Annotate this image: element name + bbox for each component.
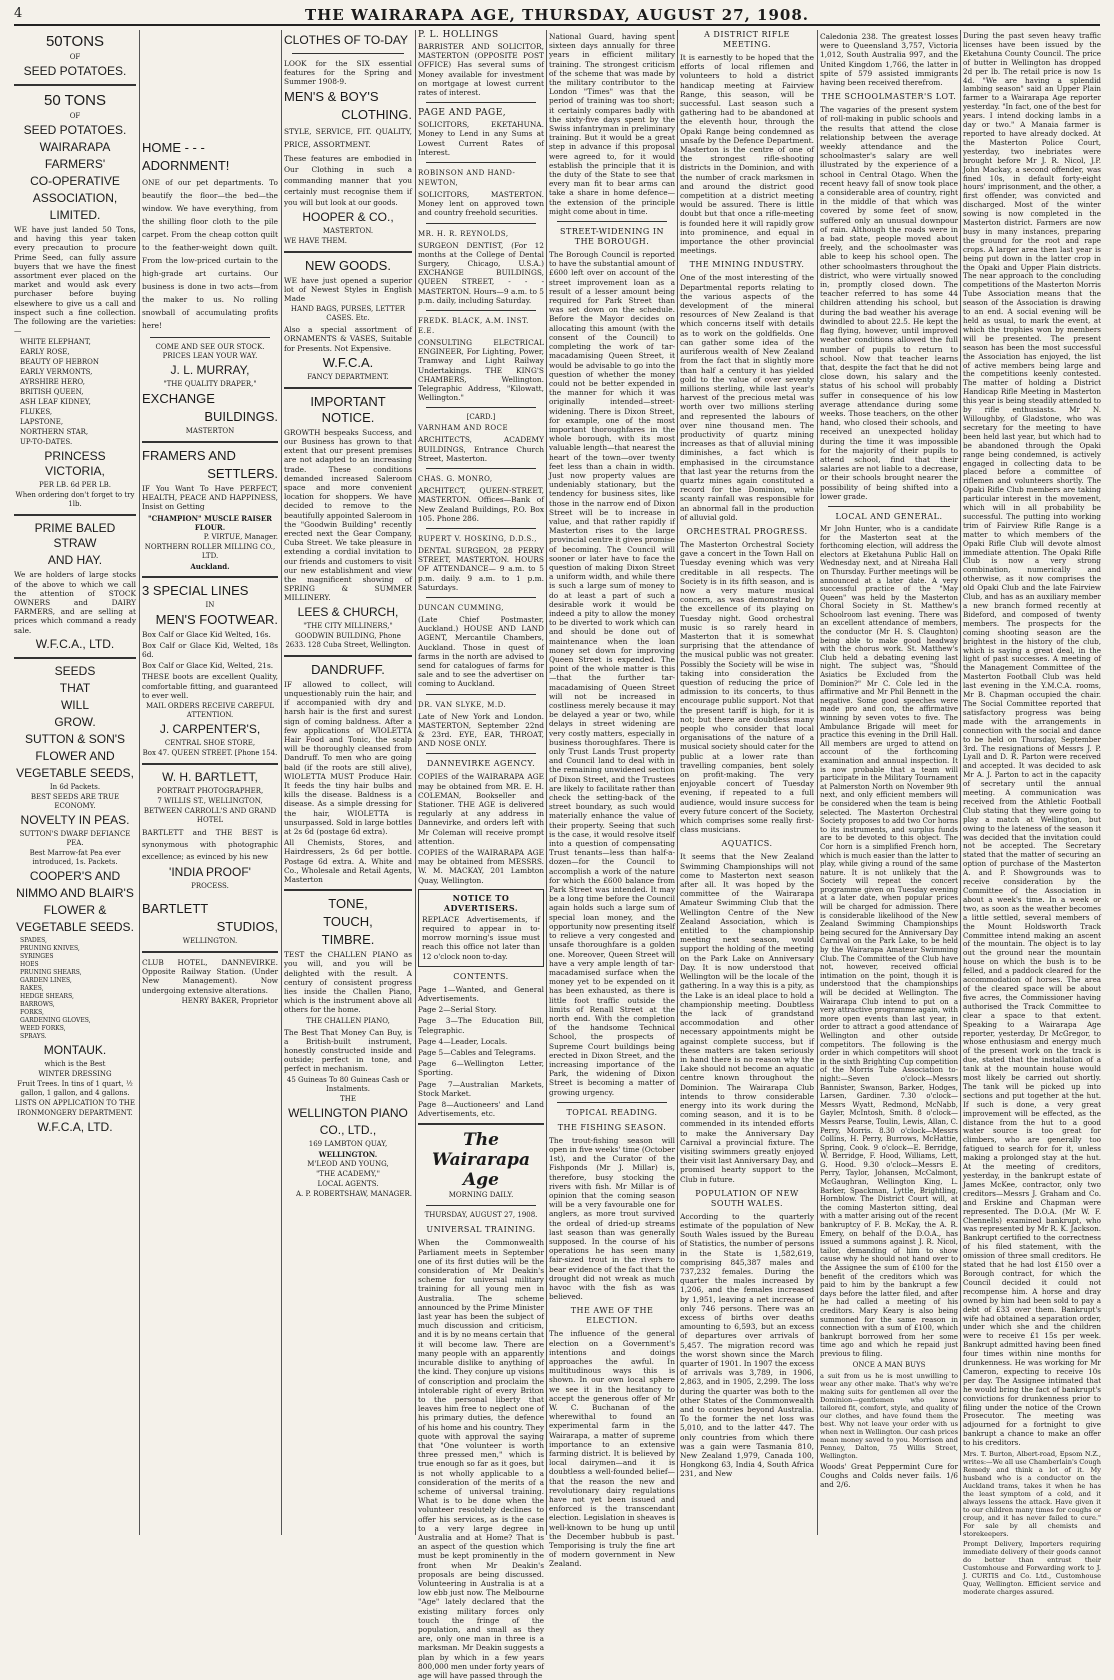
- exchange-heading: EXCHANGE: [142, 391, 215, 406]
- column-rule: [960, 30, 961, 1535]
- home-headline: HOME - - -: [142, 140, 205, 155]
- dannevirke-body: COPIES of the WAIRARAPA AGE may be obtained from MR. E. H. COLEMAN, Bookseller and Stationer. THE AGE is delivered regularly at any address in Dannevirke, and orders left with Mr Coleman will receive prompt attention.: [418, 772, 544, 846]
- robinson-name: ROBINSON AND HAND-NEWTON,: [418, 169, 516, 188]
- page-number: 4: [14, 6, 23, 21]
- black-body: CONSULTING ELECTRICAL ENGINEER, For Lighting, Power, Tramway and Light Railway Undertakings. THE KING'S CHAMBERS, Wellington. Telegraphic Address, "Kilowatt, Wellington.": [418, 338, 544, 403]
- tone-headline: TONE,: [328, 896, 368, 912]
- challen-body: TEST the CHALLEN PIANO as you will, and you will be delighted with the result. A century of consistent progress lies inside the Challen Piano, which is the instrument above all others for the home.: [284, 950, 412, 1015]
- hollings-body: BARRISTER AND SOLICITOR, MASTERTON (OPPOSITE POST OFFICE) Has several sums of Money available for investment on mortgage at lowest current rates of interest.: [418, 42, 544, 98]
- divider: [557, 221, 667, 222]
- bartlett-address: 7 WILLIS ST., WELLINGTON,: [157, 797, 263, 806]
- new-goods-body: WE have just opened a superior lot of Newest Styles in English Made: [284, 275, 412, 304]
- black-name: FREDK. BLACK, A.M. INST. E.E.: [418, 317, 529, 336]
- growth-body: GROWTH bespeaks Success, and our Business has grown to that extent that our present premises are not adapted to an increasing trade. These conditions demanded increased Saleroom space and more convenient location for shoppers. We have decided to remove to the beautifully appointed Saleroom in the "Goodwin Building" recently erected next the Gear Company, Cuba Street. We take pleasure in extending a cordial invitation to our friends and customers to visit our new establishment and view the magnificent showing of SPRING & SUMMER MILLINERY.: [284, 427, 412, 603]
- boot-price: Box Calf or Glace Kid Welted, 16s.: [142, 629, 271, 639]
- divider: [418, 1123, 544, 1125]
- divider: [142, 763, 278, 765]
- ordering-note: When ordering don't forget to try 1lb.: [15, 491, 135, 509]
- wfca-ltd-2: W.F.C.A, LTD.: [37, 1119, 113, 1134]
- rifle-body: It is earnestly to be hoped that the efforts of local riflemen and volunteers to hold a district handicap meeting at Fairview Range, this season, will be successful. Last season such a gathering had to be abandoned at the eleventh hour, through the Opaki Range being condemned as unsafe by the Defence Department. Masterton is the centre of one of the strongest rifle-shooting districts in the Dominion, and with the number of crack marksmen in and around the district good competition at a district meeting would be assured. There is little doubt but that once a rifle-meeting is founded here it will rapidly grow into prominence, and equal in importance the other provincial meetings.: [680, 53, 814, 256]
- list-item: EARLY VERMONTS,: [20, 368, 93, 377]
- list-item: HEDGE SHEARS,: [20, 992, 74, 1000]
- tone-headline: TOUCH,: [323, 914, 373, 930]
- wfca-name-line: CO-OPERATIVE: [30, 174, 120, 188]
- divider: [426, 162, 536, 163]
- list-item: SPRAYS.: [20, 1032, 47, 1040]
- list-item: WHITE ELEPHANT,: [20, 338, 91, 347]
- hand-bags: HAND BAGS, PURSES, LETTER CASES. Etc.: [290, 305, 406, 323]
- prompt-delivery: Prompt Delivery, Importers requiring immediate delivery of their goods cannot do better than entrust their Customhouse and Forwarding work to J. J. CURTIS and Co. Ltd., Customhouse Quay, Wellington. Efficient service and moderate charges assured.: [963, 1540, 1101, 1597]
- wfca-headline: W.F.C.A.: [322, 354, 374, 370]
- framers-headline-2: SETTLERS.: [207, 466, 278, 481]
- virtue-manager: P. VIRTUE, Manager.: [203, 532, 278, 541]
- seed-ad-headline-2: 50 TONS: [44, 92, 106, 109]
- dwarf-defiance: SUTTON'S DWARF DEFIANCE PEA.: [19, 829, 131, 847]
- sutton-headline: FLOWER AND: [35, 748, 115, 763]
- wellington-label: WELLINGTON.: [318, 1149, 378, 1159]
- divider: [142, 576, 278, 578]
- hosking-body: DENTAL SURGEON, 28 PERRY STREET, MASTERTON. HOURS OF ATTENDANCE— 9 a.m. to 5 p.m. daily. 9 a.m. to 1 p.m. Saturdays.: [418, 545, 544, 592]
- woods-cure: Woods' Great Peppermint Cure for Coughs and Colds never fails. 1/6 and 2/6.: [820, 1461, 958, 1489]
- contents-item: Page 3—The Education Bill, Telegraphic.: [418, 1016, 544, 1035]
- fishing-heading: THE FISHING SEASON.: [557, 1122, 667, 1132]
- new-goods-headline: NEW GOODS.: [305, 257, 391, 273]
- wfca-name-line: WAIRARAPA: [39, 140, 111, 154]
- column-rule: [415, 30, 416, 1535]
- price-per-lb: PER LB. 6d PER LB.: [38, 481, 112, 490]
- challen-body-2: The Best That Money Can Buy, is a British-built instrument, honestly constructed inside and outside; perfect in tone, and perfect in mechanism.: [284, 1027, 412, 1074]
- straw-body: We are holders of large stocks of the above to which we call the attention of STOCK OWNERS and DAIRY FARMERS, and are selling at prices which command a ready sale.: [14, 570, 136, 635]
- framers-headline: FRAMERS AND: [142, 448, 236, 463]
- schoolmaster-body: The vagaries of the present system of roll-making in public schools and the results that attend the close relationship between the average weekly attendance and the schoolmaster's salary are well illustrated by the experience of a school in Central Otago. When the recent heavy fall of snow took place a considerable area of country, right in the middle of that which was covered by some feet of snow, suffered only an unusual downpour of rain. Although the roads were in a bad state, people moved about freely, and the schoolmaster was able to keep his school open. The other schoolmasters throughout the district, who were virtually snowed in, promptly closed down. The teacher referred to has some 44 children attending his school, but during the bad weather his average dwindled to about 22.5. He kept the flag flying, however, until improved weather conditions allowed the full number of pupils to return to school. Now that teacher learns that, despite the fact that he did not close down, his salary and the status of his school will probably suffer in consequence of his low average attendance during some weeks. Those teachers, on the other hand, who closed their schools, and received an unexpected holiday during the time it was impossible for the majority of their pupils to attend school, find that their salaries are not liable to a decrease, or their schools brought nearer the possibility of being shifted into a lower grade.: [820, 105, 958, 501]
- list-item: FORKS,: [20, 1008, 44, 1016]
- divider: [292, 53, 404, 54]
- list-item: NORTHERN STAR,: [20, 428, 89, 437]
- divider: [426, 528, 536, 529]
- cooper-headline: VEGETABLE SEEDS.: [16, 919, 134, 934]
- india-proof: 'INDIA PROOF': [169, 865, 251, 880]
- murray-name: J. L. MURRAY,: [170, 363, 250, 377]
- divider: [142, 951, 278, 953]
- the-label: THE: [340, 1094, 356, 1103]
- local-general-body: Mr John Hunter, who is a candidate for the Masterton seat at the forthcoming election, will address the electors at Eketahuna Public Hall on Wednesday next, and at Nireaha Hall on Thursday. Further meetings will be announced at a later date. A very successful practice of the "May Queen" was held by the Masterton Choral Society in St. Matthew's Schoolroom last evening. There was an excellent attendance of members, the conductor (Mr H. S. Claughton) being able to make good headway with the chorus work. St. Matthew's Club held a debating evening last night. The subject was, "Should Asiatics be Excluded from the Dominion?" Mr C. Cole led in the affirmative and Mr Phil Bennett in the negative. Some good speeches were made pro and con, the affirmative winning by seven votes to five. The Ambulance Brigade will meet for practice this evening in the Drill Hall. All members are urged to attend on account of the forthcoming examination and annual inspection. It is now probable that a team will participate in the Military Tournament at Palmerston North on November 9th next, and only efficient members will be considered when the team is being selected. The Masterton Orchestral Society proposes to add two Cor horns to its instruments, and surplus funds are to be devoted to this object. The Cor horn is a simplified French horn, which is much easier than the latter to play, while giving a round of the same nature. It is not unlikely that the Society will repeat the concert programme given on Tuesday evening at a later date, when popular prices will be charged for admission. There is considerable likelihood of the New Zealand Swimming Championships being secured for the Anniversary Day Carnival on the Park Lake, to be held by the Wairarapa Amateur Swimming Club. The Committee of the Club have not, however, received official intimation on the point, though it is understood that the championships will be decided at Wellington. The Wairarapa Club intend to put on a very attractive programme again, with more open events than last year, in order to attract a good attendance of Wellington and other outside competitors. The following is the order in which competitors will shoot in the sixth Brighting Cup competition of the Morris Tube Association to-night:—Seven o'clock—Messrs Bannister, Swanson, Barker, Hodges, Larsen, Gardiner. 7.30 o'clock—Messrs Wyatt, Redmond, McNabb, Gayler, McIntosh, Smith. 8 o'clock—Messrs Pearse, Toulin, Lewis, Allan, C. Perry, Morris. 8.30 o'clock—Messrs Collins, H. Perry, Burrows, McHattie, Spring, Cook. 9 o'clock—E. Berridge, W. Berridge, F. Hood, Williams, Lett, G. Hood. 9.30 o'clock—Messrs E. Perry, Taylor, Johansen, McCalmont, McGaughran, Wellington King, L. Barker, Spackman, Lyttle, Brightling, Hornblow. The District Court will, at the coming Masterton sitting, deal with a matter arising out of the recent bankruptcy of F. B. McKay, the A. R. Emery, on behalf of the D.O.A., has issued a summons against J. R. Nicol, tailor, demanding of him to show cause why he should not hand over to the Assignee the sum of £100 for the benefit of the creditors which was paid to him by the bankrupt a few days before the latter filed, and after he had called a meeting of his creditors. Mary Keary is also being summoned for the same reason in connection with a sum of £100, which bankrupt borrowed from her some time ago and which he repaid just previous to filing.: [820, 524, 958, 1358]
- contents-item: Page 8—Auctioneers' and Land Advertisements, etc.: [418, 1100, 544, 1119]
- list-item: PRUNING SHEARS,: [20, 968, 82, 976]
- studios-headline: BARTLETT: [142, 901, 209, 917]
- schoolmaster-heading: THE SCHOOLMASTER'S LOT.: [821, 92, 957, 102]
- studios-headline-2: STUDIOS,: [216, 919, 278, 935]
- aquatics-heading: AQUATICS.: [721, 839, 773, 849]
- divider: [426, 102, 536, 103]
- footwear-in: IN: [205, 600, 215, 609]
- seed-ad-of-2: OF: [69, 112, 81, 120]
- page-body: SOLICITORS, EKETAHUNA. Money to Lend in any Sums at Lowest Current Rates of Interest.: [418, 120, 544, 157]
- divider: [14, 514, 136, 516]
- contents-item: Page 5—Cables and Telegrams.: [418, 1048, 536, 1058]
- come-see-stock: COME AND SEE OUR STOCK. PRICES LEAN YOUR WAY.: [155, 343, 265, 360]
- list-item: UP-TO-DATES.: [20, 438, 73, 447]
- boot-price: Box Calf or Glace Kid, Welted, 18s 6d.: [142, 640, 278, 660]
- training-body: When the Commonwealth Parliament meets in September one of its first duties will be the consideration of Mr Deakin's scheme for universal military training for all young men in Australia. The scheme announced by the Prime Minister last year has been the subject of much discussion and criticism, and it is by no means certain that it will become law. There are many people with an apparently incurable dislike to anything of the kind. They conjure up visions of conscription and proclaim the intolerable right of every Briton to the personal liberty that leaves him free to neglect one of his primary duties, the defence of his home and his country. They quote with approval the saying that "One volunteer is worth three pressed men," which is true enough so far as it goes, but is not wholly applicable to a consideration of the merits of a scheme of universal training. What is to be done when the volunteer resolutely declines to offer his services, as is the case to a very large degree in Australia and at Home? That is an aspect of the question which must be kept prominently in the front when Mr Deakin's proposals are being discussed. Volunteering in Australia is at a low ebb just now. The Melbourne "Age" lately declared that the existing military forces only touch the fringe of the population, and small as they are, only one man in three is a marksman. Mr Deakin suggests a plan by which in a few years 800,000 men under forty years of age will have passed through the: [418, 1238, 544, 1680]
- footwear-headline-2: MEN'S FOOTWEAR.: [155, 611, 278, 627]
- auckland-label: Auckland.: [190, 561, 230, 571]
- column-8: [963, 30, 1101, 1597]
- wfca-name-line: ASSOCIATION,: [32, 191, 118, 205]
- masthead: [14, 6, 1100, 26]
- divider: [284, 889, 412, 891]
- seeds-headline: SEEDS: [54, 663, 96, 678]
- contents-heading: CONTENTS.: [453, 971, 509, 981]
- goodwin-address: GOODWIN BUILDING, Phone 2633. 128 Cuba Street, Wellington.: [285, 631, 411, 649]
- burton-testimonial: Mrs. T. Burton, Albert-road, Epsom N.Z., writes:—We all use Chamberlain's Cough Remedy and think a lot of it. My husband who is a conductor on the Auckland trams, takes it when he has the least symptom of a cold, and it always lessens the attack. Have given it to our children many times for coughs or croup, and it has never failed to cure." For sale by all chemists and storekeepers.: [963, 1450, 1101, 1539]
- divider: [14, 84, 136, 86]
- potato-variety-list: [20, 337, 136, 447]
- wellington-label: WELLINGTON.: [182, 937, 238, 946]
- princess-victoria: PRINCESS VICTORIA,: [44, 449, 106, 479]
- marrow-pea: Best Marrow-fat Pea ever introduced, 1s. Packets.: [29, 848, 121, 866]
- lees-church: LEES & CHURCH,: [297, 604, 399, 619]
- divider: [142, 441, 278, 443]
- bartlett-between: BETWEEN CARROLL'S AND GRAND HOTEL: [143, 807, 277, 825]
- column-4: [418, 30, 544, 1680]
- dannevirke-heading: DANNEVIRKE AGENCY.: [426, 759, 536, 769]
- bartlett-body: BARTLETT and THE BEST is synonymous with photographic excellence; as evinced by his new: [142, 828, 278, 862]
- important-notice: IMPORTANT NOTICE.: [310, 393, 386, 425]
- sutton-headline: SUTTON & SON'S: [24, 731, 126, 746]
- ironmongery-dept: IRONMONGERY DEPARTMENT.: [17, 1108, 133, 1117]
- wfca-ltd: W.F.C.A., LTD.: [35, 636, 115, 651]
- column-5: [549, 30, 675, 1569]
- local-agents: LOCAL AGENTS.: [317, 1179, 379, 1188]
- wfca-name-line: LIMITED.: [49, 208, 101, 222]
- challen-piano: THE CHALLEN PIANO,: [306, 1016, 390, 1025]
- divider: [284, 251, 412, 253]
- population-heading: POPULATION OF NEW SOUTH WALES.: [695, 1188, 799, 1208]
- divider: [828, 506, 950, 507]
- buildings-heading: BUILDINGS.: [204, 409, 278, 424]
- divider: [426, 407, 536, 408]
- list-item: BARROWS,: [20, 1000, 55, 1008]
- masterton-label: MASTERTON.: [322, 226, 374, 235]
- munro-name: CHAS. G. MONRO,: [418, 475, 493, 484]
- cumming-body: (Late Chief Postmaster, Auckland.) HOUSE AND LAND AGENT, Mercantile Chambers, Auckland. Those in quest of farms in the north are advised to send for catalogues of farms for sale and to see the advertiser on coming to Auckland.: [418, 614, 544, 689]
- list-item: FLUKES,: [20, 408, 53, 417]
- notice-body: REPLACE Advertisements, if required to appear in to-morrow morning's issue must reach this office not later than 12 o'clock noon to-day.: [422, 914, 540, 961]
- page-and-page: PAGE AND PAGE,: [418, 108, 507, 119]
- sutton-headline: VEGETABLE SEEDS,: [16, 765, 134, 780]
- seeds-headline: WILL: [60, 697, 89, 712]
- training-heading: UNIVERSAL TRAINING.: [426, 1225, 536, 1235]
- varnham-body: ARCHITECTS, ACADEMY BUILDINGS, Entrance Church Street, Masterton.: [418, 435, 544, 463]
- seeds-headline: THAT: [59, 680, 91, 695]
- divider: [426, 753, 536, 754]
- contents-item: Page 1—Wanted, and General Advertisements.: [418, 984, 544, 1004]
- boot-price: Box Calf or Glace Kid, Welted, 21s.: [142, 661, 274, 671]
- novelty-peas: NOVELTY IN PEAS.: [20, 812, 130, 827]
- chemists-note: All Chemists, Stores, and Hairdressers, 2s 6d per bottle. Postage 6d extra. A. White and Co., Wholesale and Retail Agents, Masterton: [284, 838, 412, 884]
- rifle-heading: A DISTRICT RIFLE MEETING.: [704, 30, 790, 49]
- awe-body: The influence of the general election on a Government's intentions and doings approaches the awful. In multitudinous ways this is shown. In our own local sphere we see it in the hesitancy to accept the generous offer of Mr W. C. Buchanan of the wherewithal to found an experimental farm in the Wairarapa, a matter of supreme importance to an extensive farming district. It is believed by local dairymen—and it is doubtless a well-founded belief—that the reason the new and revolutionary dairy regulations have not yet been issued and enforced is the transcendant election. Legislation in sheaves is well-known to be hung up until the December hubbub is past. Temporising is truly the fine art of modern government in New Zealand.: [549, 1329, 675, 1569]
- lambton-quay: 169 LAMBTON QUAY,: [308, 1139, 388, 1148]
- list-item: WEED FORKS,: [20, 1024, 66, 1032]
- fancy-department: FANCY DEPARTMENT.: [307, 372, 389, 381]
- mens-headline: MEN'S & BOY'S: [284, 88, 379, 104]
- divider: [426, 1205, 536, 1206]
- local-news-body: During the past seven heavy traffic licenses have been issued by the Eketahuna County Council. The price of butter in Wellington has dropped 2d per lb. The retail price is now 1s 4d. "We are having a splendid lambing season" said an Upper Plain farmer to a Wairarapa Age reporter yesterday. "In fact, one of the best for years. I intend docking lambs in a day or two." A Manaia farmer is reported to have already docked. At the Masterton Police Court, yesterday, two inebriates were brought before Mr J. R. Nicol, J.P. John Mackay, a second offender, was fined 10s, in default forty-eight hours' imprisonment, and the other, a first offender, was convicted and discharged. Most of the winter sowing is now completed in the Masterton district. Farmers are now busy in many instances, preparing the ground for the root and rape crops. A larger area then last year is being put down in the latter crop in the Opaki and Upper Plain districts. The near approach to the concluding competitions of the Masterton Morris Tube Association means that the season of the Association is drawing to an end. A social evening will be held as usual, to mark the event, at which the trophies won by members will be presented. The present season has been the most successful the Association has enjoyed, the list of active members being large and the competitions keenly contested. The matter of holding a District Handicap Rifle Meeting in Masterton this year is being steadily attended to by rifle enthusiasts. Mr N. Willoughby, of Gladstone, who was secretary for the meeting to have been held last year, but which had to be abandoned through the Opaki range being condemned, is actively engaged in collecting data to be placed before a committee of riflemen and volunteers shortly. The Opaki Rifle Club members are taking particular interest in the movement, which will in all probability be successful. The putting into working trim of Fairview Rifle Range is a matter to which members of the Opaki Rifle Club will devote almost immediate attention. The Opaki Rifle Club is now a very strong combination, numerically and otherwise, as it now comprises the old Opaki Club and the late Fairview Club, and has as an auxiliary member a new branch formed recently at Bideford, and composed of twenty members. The prospects for the coming shooting season are the brightest in the history of the club, which is saying a great deal, in the light of past successes. A meeting of the Management Committee of the Masterton Football Club was held last evening in the Y.M.C.A. rooms, Mr B. Chapman occupied the chair. The Social Committee reported that satisfactory progress was being made with the arrangements in connection with the social and dance to be held on Thursday, September 3rd. The resignations of Messrs J. P. Lyall and D. R. Parton were received and accepted. It was decided to ask Mr A. J. Parton to act in the capacity of secretary until the annual meeting. A communication was received from the Athletic Football Club stating that they were going to play a match at Wellington, but owing to the lateness of the season it was decided that the invitation could not be accepted. The Secretary stated that the matter of securing an option of purchase of the Masterton A. and P. Showgrounds was to receive consideration by the Committee of the Association in about a week's time. In a week or two, as soon as the weather becomes a little settled, several members of the Mount Holdsworth Track Committee intend making an ascent of the mountain. The object is to lay out the ground near the mountain house on which the bush is to be felled, and a paddock cleared for the accommodation of horses. The area of the cleared space will be about five acres, the Commissioner having authorised the Track Committee to clear a space to that extent. Speaking to a Wairarapa Age reporter, yesterday, Dr McGregor, to whose enthusiasm and energy much of the present work on the track is due, stated that the installation of a tank at the mountain house would most likely be carried out shortly. The tank will be picked up into sections and put together at the hut. If such is done, a very great improvement will be effected, as the distance from the hut to a good water source is too great for climbers, who are generally too fatigued to search for for it, unless making a prolonged stay at the hut. At the meeting of creditors, yesterday, in the bankrupt estate of James McKee, contractor, only two creditors—Messrs J. Graham and Co. and Erskine and Chapman were represented. The D.O.A. (Mr W. F. Chennells) examined bankrupt, who was represented by Mr R. K. Jackson. Bankrupt certified to the correctness of his filed statement, with the omission of three small creditors. He stated that he had lost £150 over a Borough contract, for which the Council decided it could not recompense him. A horse and dray owned by him had been sold to pay a debt of £33 over them. Bankrupt's wife had obtained a separation order, under which she and the children were to receive £1 15s per week. Bankrupt admitted having been fined four times within nine months for drunkenness. He was working for Mr Cameron, expecting to receive 10s per day. The Assignee intimated that he would bring the fact of bankrupt's convictions for drunkenness prior to filing under the notice of the Crown Prosecutor. The meeting was adjourned for a fortnight to give bankrupt a chance to make an offer to his creditors.: [963, 31, 1101, 1448]
- home-headline-2: ADORNMENT!: [142, 158, 230, 173]
- divider: [426, 694, 536, 695]
- contents-item: Page 2—Serial Story.: [418, 1005, 497, 1015]
- portrait-photographer: PORTRAIT PHOTOGRAPHER,: [156, 787, 264, 796]
- list-item: LAPSTONE,: [20, 418, 64, 427]
- seed-ad-of: OF: [69, 53, 81, 61]
- masterton-label: MASTERTON: [185, 427, 235, 435]
- mcleod-young: M'LEOD AND YOUNG,: [307, 1159, 389, 1168]
- mens-headline-2: CLOTHING.: [341, 106, 412, 122]
- guineas-price: 45 Guineas To 80 Guineas Cash or Instalments.: [286, 1075, 410, 1093]
- morning-daily: MORNING DAILY.: [448, 1191, 514, 1200]
- column-6: [680, 30, 814, 1530]
- we-have-them: WE HAVE THEM.: [284, 236, 348, 245]
- cumming-name: DUNCAN CUMMING,: [418, 603, 504, 612]
- city-milliners: "THE CITY MILLINERS,": [303, 621, 393, 630]
- hollings-name: P. L. HOLLINGS: [418, 30, 499, 40]
- quality-draper: "THE QUALITY DRAPER,": [163, 380, 257, 388]
- divider: [557, 1102, 667, 1103]
- cooper-headline: NIMMO AND BLAIR'S: [16, 885, 134, 900]
- winter-dressing: WINTER DRESSING: [38, 1069, 112, 1078]
- list-item: PRUNING KNIVES,: [20, 944, 80, 952]
- street-heading: STREET-WIDENING IN THE BOROUGH.: [560, 227, 664, 247]
- divider: [426, 223, 536, 224]
- divider: [284, 387, 412, 389]
- divider: [426, 310, 536, 311]
- robinson-body: SOLICITORS, MASTERTON. Money lent on approved town and country freehold securities.: [418, 190, 544, 218]
- seeds-headline: GROW.: [54, 714, 96, 729]
- contents-item: Page 6—Wellington Letter, Sporting.: [418, 1059, 544, 1078]
- slyke-body: Late of New York and London. MASTERTON, September 22nd & 23rd. EYE, EAR, THROAT, AND NOSE ONLY.: [418, 711, 544, 749]
- orchestral-body: The Masterton Orchestral Society gave a concert in the Town Hall on Tuesday evening which was very creditable in all respects. The Society is in its fifth season, and is now a very mature musical concern, as was demonstrated by the excellence of its playing on Tuesday night. Good orchestral music is so rarely heard in Masterton that it is somewhat surprising that the attendance of the musical public was not greater. Possibly the Society will be wise in taking into consideration the question of reducing the price of admission to its concerts, to thus encourage public support. Not that the present tariff is high, for it is not; but there are doubtless many people who consider that local organisations of the nature of a musical society should cater for the public at a lower rate than travelling companies, bent solely on profit-making. The very enjoyable concert of Tuesday evening, if repeated to a full audience, would insure success for every future concert of the Society, which comprises some really first-class musicians.: [680, 539, 814, 835]
- list-item: GARDENING GLOVES,: [20, 1016, 91, 1024]
- munro-body: ARCHITECT, QUEEN-STREET, MASTERTON. Offices—Bank of New Zealand Buildings, P.O. Box 105. Phone 286.: [418, 486, 544, 523]
- population-continued: Caledonia 238. The greatest losses were to Queensland 3,757, Victoria 1,012, South Australia 997, and the United Kingdom 1,766, the latter in spite of 579 assisted immigrants having been received therefrom.: [820, 32, 958, 88]
- tools-list: [20, 937, 136, 1041]
- seed-ad-body: WE have just landed 50 Tons, and having this year taken every precaution to procure Prime Seed, can fully assure buyers that we have the finest assortment ever placed on the market and would ask every purchaser before buying elsewhere to give us a call and inspect such a fine collection. The following are the varieties:—: [14, 225, 136, 336]
- reynolds-name: MR. H. R. REYNOLDS,: [418, 229, 509, 238]
- straw-headline: PRIME BALED STRAW: [34, 521, 116, 551]
- central-shoe-store: CENTRAL SHOE STORE,: [164, 739, 256, 748]
- street-body: The Borough Council is reported to have the substantial amount of £600 left over on account of the street improvement loan as a result of a lesser amount being required for Park Street than was set down on the schedule. Before the Mayor decides on allocating this amount (with the consent of the Council) to completing the work of tar-macadamising Queen Street, it would be advisable to go into the question of whether the money could not be better expended in the manner for which it was originally intended—street-widening. There is Dixon Street, for example, one of the most important thoroughfares in the whole borough, with its most valuable length—that nearest the heart of the town—over twenty feet less than a chain in width. Just now property values are undeniably stationary, but the tendency for business sites, like those in the narrow end of Dixon Street will be to increase in value, and that rather rapidly if Masterton rises to the large provincial centre it gives promise of becoming. The Council will sooner or later have to face the question of making Dixon Street a uniform width, and while there is such a large sum of money to do at least a part of such a desirable work it would be indeed a pity to allow the money to be diverted to work which can and should be done out of maintenance when the loan money set down for improving Queen Street is expended. The point of the whole matter is this—that the further tar-macadamising of Queen Street will not be increased in costliness merely because it may be delayed a year or two, while delays in street widening are very costly matters, especially in business thoroughfares. There is only Trust Lands Trust property and Council land to deal with in the remaining unwidened section of Dixon Street, and the Trustees are likely to facilitate rather than check the setting-back of the street boundary, as such would materially enhance the value of their property. Seeing that such is the case, it would resolve itself into a question of compensating Trust tenants—less than half-a-dozen—for the Council to accomplish a work of the nature for which the £600 balance from Park Street was intended. It may be a long time before the Council again holds such a large sum of special loan money, and the opportunity now presenting itself to relieve a very congested and unsafe thoroughfare is a golden one. Moreover, Queen Street will have a very ample length of tar-macadamised surface when the money yet to be expended on it has been exhausted, as there is little foot traffic outside the limits of Renall Street at the north end. With the completion of the handsome Technical School, the prospects of Supreme Court buildings being erected in Dixon Street, and the increasing importance of the Park, the widening of Dixon Street is becoming a matter of growing urgency.: [549, 250, 675, 1097]
- orchestral-heading: ORCHESTRAL PROGRESS.: [686, 526, 808, 536]
- wfca-name-line: FARMERS': [44, 157, 106, 171]
- population-body: According to the quarterly estimate of the population of New South Wales issued by the Bureau of Statistics, the number of persons in the State is 1,582,619, comprising 845,387 males and 737,232 females. During the quarter the males increased by 1,206, and the females increased by 1,951, leaving a net increase of only 746 persons. There was an excess of births over deaths amounting to 6,593, but an excess of departures over arrivals of 5,457. The migration record was the worst shown since the March quarter of 1901. In 1907 the excess of arrivals was 3,789, in 1906, 2,863, and in 1905, 2,299. The loss during the quarter was both to the other States of the Commonwealth and to countries beyond Australia. To the former the net loss was 5,010, and to the latter 447. The only countries from which there was a gain were Tasmania 810, New Zealand 1,979, Canada 100, Hongkong 63, India 4, South Africa 231, and New: [680, 1211, 814, 1479]
- cooper-headline: FLOWER &: [43, 902, 107, 917]
- hooper-name: HOOPER & CO.,: [302, 209, 394, 224]
- issue-date: THURSDAY, AUGUST 27, 1908.: [424, 1211, 538, 1220]
- column-3: [284, 30, 412, 1530]
- montauk-sub: which is the Best: [44, 1059, 106, 1068]
- list-item: SPADES,: [20, 936, 47, 944]
- hosking-name: RUPERT V. HOSKING, D.D.S.,: [418, 534, 538, 543]
- list-item: HOES: [20, 960, 39, 968]
- seed-ad-subhead: SEED POTATOES.: [23, 64, 127, 78]
- local-general-heading: LOCAL AND GENERAL.: [835, 511, 943, 521]
- footwear-headline: 3 SPECIAL LINES: [142, 582, 249, 598]
- the-academy: "THE ACADEMY,": [316, 1169, 380, 1178]
- topical-heading: TOPICAL READING.: [566, 1107, 658, 1117]
- sutton-packets: In 6d Packets.: [49, 782, 101, 791]
- list-item: BEAUTY OF HEBRON: [20, 358, 100, 367]
- notice-box: [418, 889, 544, 967]
- seed-ad-headline: 50TONS: [45, 33, 105, 50]
- montauk-headline: MONTAUK.: [43, 1042, 107, 1057]
- notice-heading: NOTICE TO ADVERTISERS.: [443, 892, 519, 913]
- wellington-piano: WELLINGTON PIANO: [288, 1105, 408, 1120]
- list-item: GARDEN LINES,: [20, 976, 72, 984]
- column-rule: [281, 30, 282, 1535]
- robertshaw-manager: A. P. ROBERTSHAW, MANAGER.: [295, 1189, 412, 1198]
- divider: [14, 657, 136, 659]
- training-continued: National Guard, having spent sixteen days annually for three years in efficient military training. The strongest criticism of the scheme that was made by the military contributor to the London "Times" was that the period of training was too short; it certainly compares badly with the sixty-five days spent by the Swiss infantryman in preliminary training. But it would be a great step in advance if this proposal were agreed to, for it would establish the principle that it is the duty of the State to see that every man fit to bear arms can take a share in home defence—the extension of the principle might come about in time.: [549, 32, 675, 216]
- lists-application: LISTS ON APPLICATION TO THE: [15, 1098, 135, 1107]
- fishing-body: The trout-fishing season will open in five weeks' time (October 1st), and the Curator of the Fishponds (Mr J. Millar) is, therefore, busy stocking the rivers with fish. Mr Millar is of opinion that the coming season will be a very favourable one for anglers, as more trout survived the ordeal of dried-up streams last season than was generally supposed. In the course of his operations he has seen many fair-sized trout in the rivers to bear evidence of the fact that the drought did not wreak as much havoc with the fish as was believed.: [549, 1135, 675, 1302]
- list-item: EARLY ROSE,: [20, 348, 70, 357]
- clothes-look: LOOK for the SIX essential features for the Spring and Summer 1908-9.: [284, 59, 412, 87]
- list-item: BRITISH QUEEN,: [20, 388, 84, 397]
- boots-quality: THESE boots are excellent Quality, comfortable fitting, and guaranteed to ever well.: [142, 672, 278, 700]
- fruit-trees: Fruit Trees. In tins of 1 quart, ½ gallon, 1 gallon, and 4 gallons.: [17, 1079, 133, 1097]
- awe-heading: THE AWE OF THE ELECTION.: [570, 1306, 654, 1326]
- dandruff-body: IF allowed to collect, will unquestionably ruin the hair, and if accompanied with dry and harsh hair is the first and surest sign of coming baldness. After a few applications of WIOLETTA Hair Food and Tonic, the scalp will be thoroughly cleansed from Dandruff. To men who are going bald (if the roots are still alive), WIOLETTA MUST Produce Hair. It feeds the tiny hair bulbs and kills the disease. Baldness is a disease. As a simple dressing for the hair, WIOLETTA is unsurpassed. Sold in large bottles at 2s 6d (postage 6d extra).: [284, 679, 412, 836]
- reynolds-body: SURGEON DENTIST, (For 12 months at the College of Dental Surgery, Chicago, U.S.A.) EXCHANGE BUILDINGS, QUEEN STREET, - - - MASTERTON. Hours—9 a.m. to 5 p.m. daily, including Saturday.: [418, 240, 544, 305]
- style-service: STYLE, SERVICE, FIT. QUALITY, PRICE, ASSORTMENT.: [284, 126, 412, 149]
- clothes-features: These features are embodied in Our Clothing in such a commanding manner that you certainly must recognise them if you will but look at our goods.: [284, 153, 412, 207]
- bartlett-name: W. H. BARTLETT,: [162, 770, 258, 785]
- club-hotel: CLUB HOTEL, DANNEVIRKE. Opposite Railway Station. (Under New Management). Now undergoing extensive alterations.: [142, 958, 278, 995]
- column-rule: [677, 30, 678, 1535]
- wellington-piano-2: CO., LTD.,: [319, 1122, 377, 1137]
- list-item: ASH LEAF KIDNEY,: [20, 398, 91, 407]
- column-1: [14, 30, 136, 1530]
- aquatics-body: It seems that the New Zealand Swimming Championships will not come to Masterton next season after all. It was hoped by the committee of the Wairarapa Amateur Swimming Club that the Wellington Centre of the New Zealand Association, which is entitled to the championship meeting next season, would support the holding of the meeting on the Park Lake on Anniversary Day. It is now understood that Wellington will be the locale of the gathering. In a way this is a pity, as the Lake is an ideal place to hold a championship meeting. Doubtless the lack of grandstand accommodation and other necessary appointments might be against complete success, but if these matters are taken seriously in hand there is no reason why the Lake should not become an aquatic centre known throughout the Dominion. The Wairarapa Club intends to throw considerable energy into its work during the coming season, and it is to be commended in its intended efforts to make the Anniversary Day Carnival a provincial fixture. The visiting swimmers greatly enjoyed their visit last Anniversary Day, and promised hearty support to the Club in future.: [680, 852, 814, 1184]
- card-label: [CARD.]: [466, 413, 496, 422]
- divider: [284, 655, 412, 657]
- divider: [426, 597, 536, 598]
- man-buys-heading: ONCE A MAN BUYS: [852, 1360, 926, 1369]
- list-item: RAKES,: [20, 984, 44, 992]
- divider: [150, 337, 270, 338]
- contents-item: Page 4—Leader, Locals.: [418, 1036, 508, 1046]
- home-body: ONE of our pet departments. To beautify the floor—the bed—the window. We have everything, from the shilling floor cloth to the pile carpet. From the cheap cotton quilt to the feather-weight down quilt. From the low-priced curtain to the high-grade art curtains. Our business is done in two acts—from the maker to us. No rolling snowball of accumulating profits here!: [142, 178, 278, 330]
- mackay-body: COPIES of the WAIRARAPA AGE may be obtained from MESSRS. W. M. MACKAY, 201 Lambton Quay, Wellington.: [418, 847, 544, 885]
- mining-heading: THE MINING INDUSTRY.: [689, 260, 805, 270]
- column-2: [142, 30, 278, 1530]
- framers-body: IF You Want To Have PERFECT, HEALTH, PEACE AND HAPPINESS, Insist on Getting: [142, 484, 278, 512]
- column-7: [820, 30, 958, 1530]
- varnham-name: VARNHAM AND ROCE: [418, 424, 509, 433]
- tone-headline: TIMBRE.: [321, 932, 375, 948]
- contents-item: Page 7—Australian Markets, Stock Market.: [418, 1079, 544, 1098]
- column-rule: [139, 30, 140, 1535]
- paper-nameplate: The Wairarapa Age: [432, 1130, 530, 1191]
- list-item: AYRSHIRE HERO,: [20, 378, 85, 387]
- mail-orders: MAIL ORDERS RECEIVE CAREFUL ATTENTION.: [145, 702, 275, 720]
- mining-body: One of the most interesting of the Departmental reports relating to the various aspects of the development of the mineral resources of New Zealand is that which concerns itself with details as to work on the goldfields. One can gather some idea of the auriferous wealth of New Zealand from the fact that in slightly more than half a century it has yielded gold to the value of over seventy millions sterling, while last year's harvest of the precious metal was worth over two millions sterling and represented the labours of over nine thousand men. The productivity of quartz mining increases as that of alluvial mining diminishes, a fact which is emphasised in the circumstance that last year the returns from the quartz mines again constituted a record for the Dominion, while scanty rainfall was responsible for an abnormal fall in the production of alluvial gold.: [680, 273, 814, 522]
- carpenter-name: J. CARPENTER'S,: [159, 722, 261, 737]
- ornaments: Also a special assortment of ORNAMENTS & VASES, Suitable for Presents. Not Expensive.: [284, 325, 412, 353]
- slyke-name: DR. VAN SLYKE, M.D.: [418, 700, 507, 709]
- roller-milling: NORTHERN ROLLER MILLING CO., LTD.: [144, 542, 276, 560]
- process-label: PROCESS.: [191, 882, 229, 891]
- column-rule: [546, 30, 547, 1535]
- best-seeds: BEST SEEDS ARE TRUE ECONOMY.: [30, 792, 120, 810]
- cooper-headline: COOPER'S AND: [29, 868, 121, 883]
- dandruff-headline: DANDRUFF.: [311, 661, 385, 677]
- newspaper-title: THE WAIRARAPA AGE, THURSDAY, AUGUST 27, 1908.: [304, 6, 810, 24]
- henry-baker: HENRY BAKER, Proprietor: [181, 996, 278, 1005]
- seed-ad-subhead-2: SEED POTATOES.: [23, 123, 127, 137]
- column-rule: [817, 30, 818, 1535]
- man-buys-body: a suit from us he is most unwilling to wear any other make. That's why we're making suits for gentlemen all over the Dominion—gentlemen who know tailored fit, comfort, style, and quality of our clothes, and have found them the best. Why not leave your order with us when next in Wellington. Our cash prices mean money saved to you. Morrison and Penney, Dalton, 75 Willis Street, Wellington.: [820, 1371, 958, 1460]
- divider: [426, 468, 536, 469]
- champion-flour: "CHAMPION" MUSCLE RAISER FLOUR.: [147, 513, 273, 532]
- straw-headline-2: AND HAY.: [47, 553, 103, 568]
- carpenter-address: Box 47. QUEEN STREET. [Phone 154.: [142, 749, 278, 758]
- list-item: SYRINGES: [20, 952, 54, 960]
- clothes-headline: CLOTHES OF TO-DAY: [284, 33, 409, 47]
